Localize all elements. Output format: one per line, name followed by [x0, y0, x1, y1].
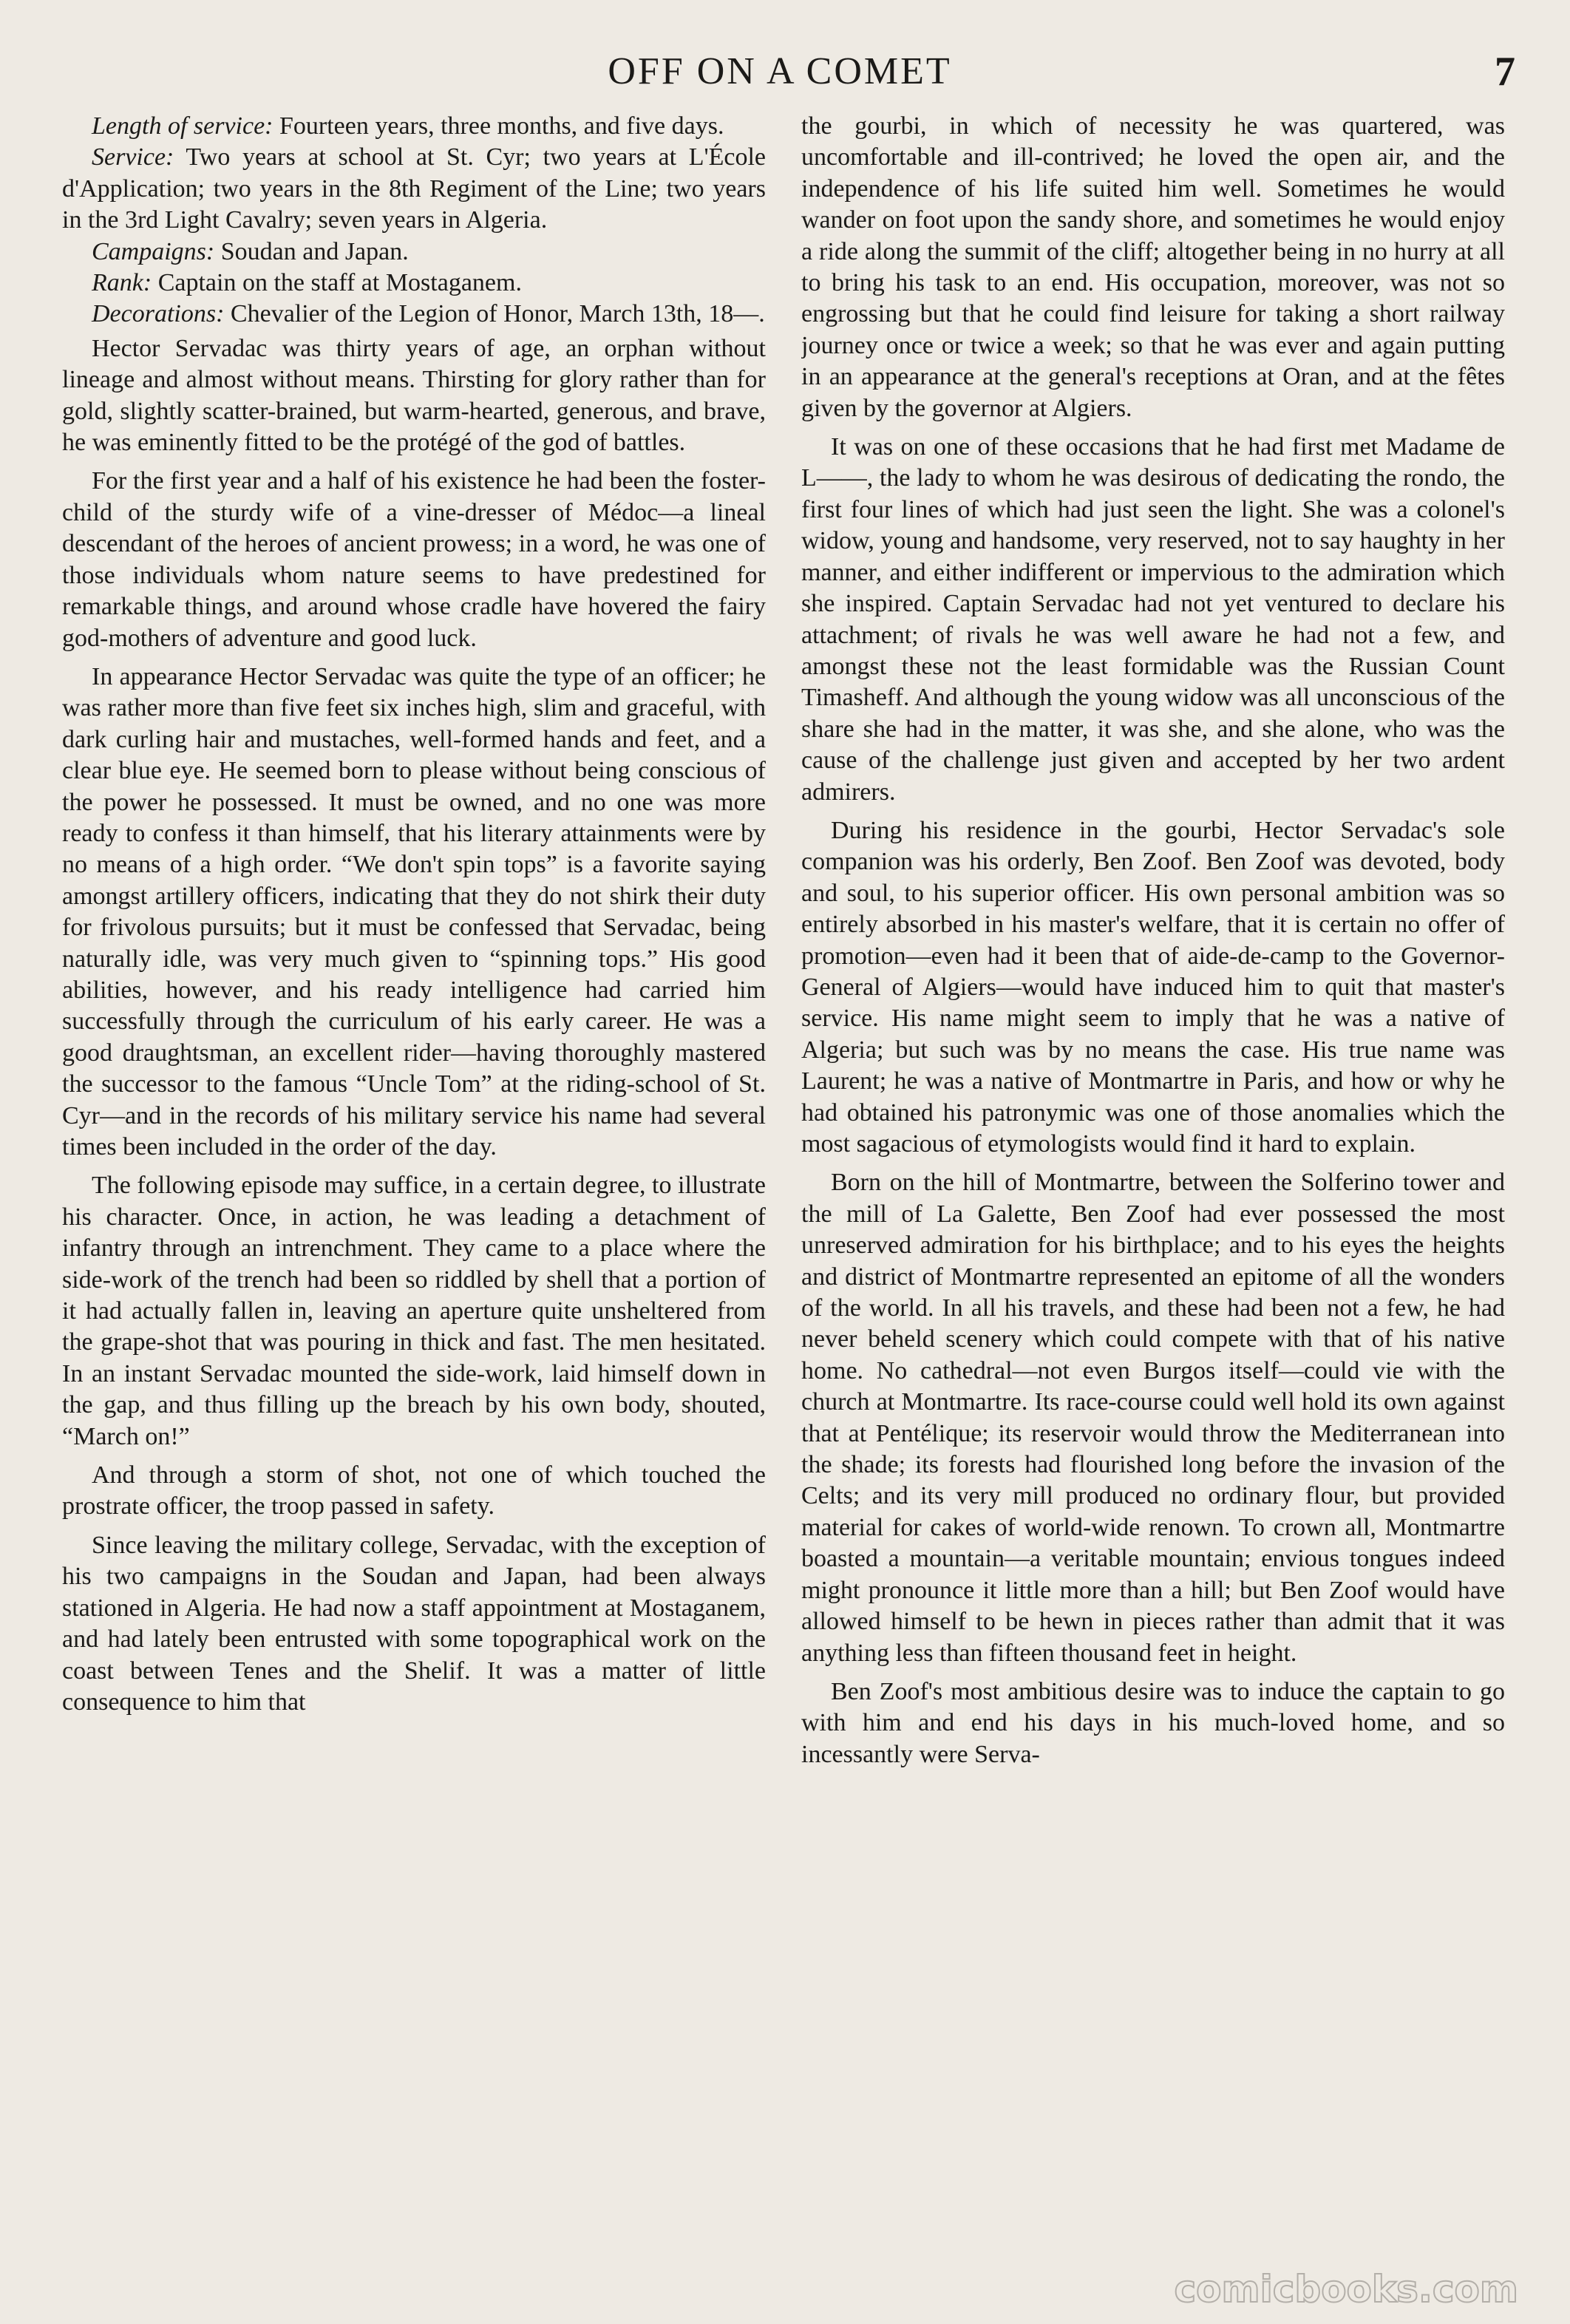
record-value: Captain on the staff at Mostaganem. — [152, 269, 522, 297]
service-record-campaigns — [62, 237, 766, 268]
record-label: Service: — [92, 143, 174, 171]
paragraph: Ben Zoof's most ambitious desire was to induce the captain to go with him and end his days in his much-loved home, and so incessantly were Serva- — [801, 1677, 1505, 1768]
record-value: Chevalier of the Legion of Honor, March 13th, 18—. — [224, 300, 765, 328]
record-value: Two years at school at St. Cyr; two years at L'École d'Application; two years in the 8th Regiment of the Line; two years in the 3rd Light Cavalry; seven years in Algeria. — [62, 143, 766, 234]
page-number: 7 — [1495, 49, 1515, 95]
record-label: Length of service: — [92, 112, 273, 140]
right-column — [801, 111, 1505, 2284]
site-watermark: comicbooks.com — [1174, 2268, 1518, 2311]
record-value: Fourteen years, three months, and five days. — [273, 112, 724, 140]
paragraph: The following episode may suffice, in a certain degree, to illustrate his character. Once, in action, he was leading a detachment of infantry through an intrenchment. They came to a place where the side-work of the trench had been so riddled by shell that a portion of it had actually fallen in, leaving an aperture quite unsheltered from the grape-shot that was pouring in thick and fast. The men hesitated. In an instant Servadac mounted the side-work, laid himself down in the gap, and thus filling up the breach by his own body, shouted, “March on!” — [62, 1172, 766, 1450]
paragraph: Born on the hill of Montmartre, between the Solferino tower and the mill of La Galette, Ben Zoof had ever possessed the most unreserved admiration for his birthplace; and to his eyes the heights and district of Montmartre represented an epitome of all the wonders of the world. In all his travels, and these had been not a few, he had never beheld scenery which could compete with that of his native home. No cathedral—not even Burgos itself—could vie with the church at Montmartre. Its race-course could well hold its own against that at Pentélique; its reservoir would throw the Mediterranean into the shade; its forests had flourished long before the invasion of the Celts; and its very mill produced no ordinary flour, but provided material for cakes of world-wide renown. To crown all, Montmartre boasted a mountain—a veritable mountain; envious tongues indeed might pronounce it little more than a hill; but Ben Zoof would have allowed himself to be hewn in pieces rather than admit that it was anything less than fifteen thousand feet in height. — [801, 1169, 1505, 1667]
service-record-length — [62, 111, 766, 142]
record-value: Soudan and Japan. — [214, 237, 409, 265]
page-header — [44, 46, 1515, 98]
paragraph: In appearance Hector Servadac was quite the type of an officer; he was rather more than five feet six inches high, slim and graceful, with dark curling hair and mustaches, well-formed hands and feet, and a clear blue eye. He seemed born to please without being conscious of the power he possessed. It must be owned, and no one was more ready to confess it than himself, that his literary attainments were by no means of a high order. “We don't spin tops” is a favorite saying amongst artillery officers, indicating that they do not shirk their duty for frivolous pursuits; but it must be confessed that Servadac, being naturally idle, was very much given to “spinning tops.” His good abilities, however, and his ready intelligence had carried him successfully through the curriculum of his early career. He was a good draughtsman, an excellent rider—having thoroughly mastered the successor to the famous “Uncle Tom” at the riding-school of St. Cyr—and in the records of his military service his name had several times been included in the order of the day. — [62, 662, 766, 1161]
paragraph: the gourbi, in which of necessity he was quartered, was uncomfortable and ill-contrived; he loved the open air, and the independence of his life suited him well. Sometimes he would wander on foot upon the sandy shore, and sometimes he would enjoy a ride along the summit of the cliff; altogether being in no hurry at all to bring his task to an end. His occupation, moreover, was not so engrossing but that he could find leisure for taking a short railway journey once or twice a week; so that he was ever and again putting in an appearance at the general's receptions at Oran, and at the fêtes given by the governor at Algiers. — [801, 112, 1505, 422]
record-label: Rank: — [92, 269, 152, 297]
paragraph: Since leaving the military college, Servadac, with the exception of his two campaigns in the Soudan and Japan, had been always stationed in Algeria. He had now a staff appointment at Mostaganem, and had lately been entrusted with some topographical work on the coast between Tenes and the Shelif. It was a matter of little consequence to him that — [62, 1531, 766, 1716]
paragraph: And through a storm of shot, not one of which touched the prostrate officer, the troop passed in safety. — [62, 1461, 766, 1521]
service-record-rank — [62, 268, 766, 299]
paragraph: It was on one of these occasions that he had first met Madame de L——, the lady to whom he was desirous of dedicating the rondo, the first four lines of which had just seen the light. She was a colonel's widow, young and handsome, very reserved, not to say haughty in her manner, and either indifferent or impervious to the admiration which she inspired. Captain Servadac had not yet ventured to declare his attachment; of rivals he was well aware he had not a few, and amongst these not the least formidable was the Russian Count Timasheff. And although the young widow was all unconscious of the share she had in the matter, it was she, and she alone, who was the cause of the challenge just given and accepted by her two ardent admirers. — [801, 433, 1505, 806]
record-label: Decorations: — [92, 300, 225, 328]
service-record-decorations — [62, 299, 766, 330]
record-label: Campaigns: — [92, 237, 215, 265]
paragraph: Hector Servadac was thirty years of age, an orphan without lineage and almost without means. Thirsting for glory rather than for gold, slightly scatter-brained, but warm-hearted, generous, and brave, he was eminently fitted to be the protégé of the god of battles. — [62, 334, 766, 457]
service-record-service — [62, 142, 766, 236]
paragraph: During his residence in the gourbi, Hector Servadac's sole companion was his orderly, Ben Zoof. Ben Zoof was devoted, body and soul, to his superior officer. His own personal ambition was so entirely absorbed in his master's welfare, that it is certain no offer of promotion—even had it been that of aide-de-camp to the Governor-General of Algiers—would have induced him to quit that master's service. His name might seem to imply that he was a native of Algeria; but such was by no means the case. His true name was Laurent; he was a native of Montmartre in Paris, and how or why he had obtained his patronymic was one of those anomalies which the most sagacious of etymologists would find it hard to explain. — [801, 816, 1505, 1158]
running-title: OFF ON A COMET — [608, 50, 952, 92]
paragraph: For the first year and a half of his existence he had been the foster-child of the sturdy wife of a vine-dresser of Médoc—a lineal descendant of the heroes of ancient prowess; in a word, he was one of those individuals whom nature seems to have predestined for remarkable things, and around whose cradle have hovered the fairy god-mothers of adventure and good luck. — [62, 467, 766, 652]
left-column — [62, 111, 766, 2284]
